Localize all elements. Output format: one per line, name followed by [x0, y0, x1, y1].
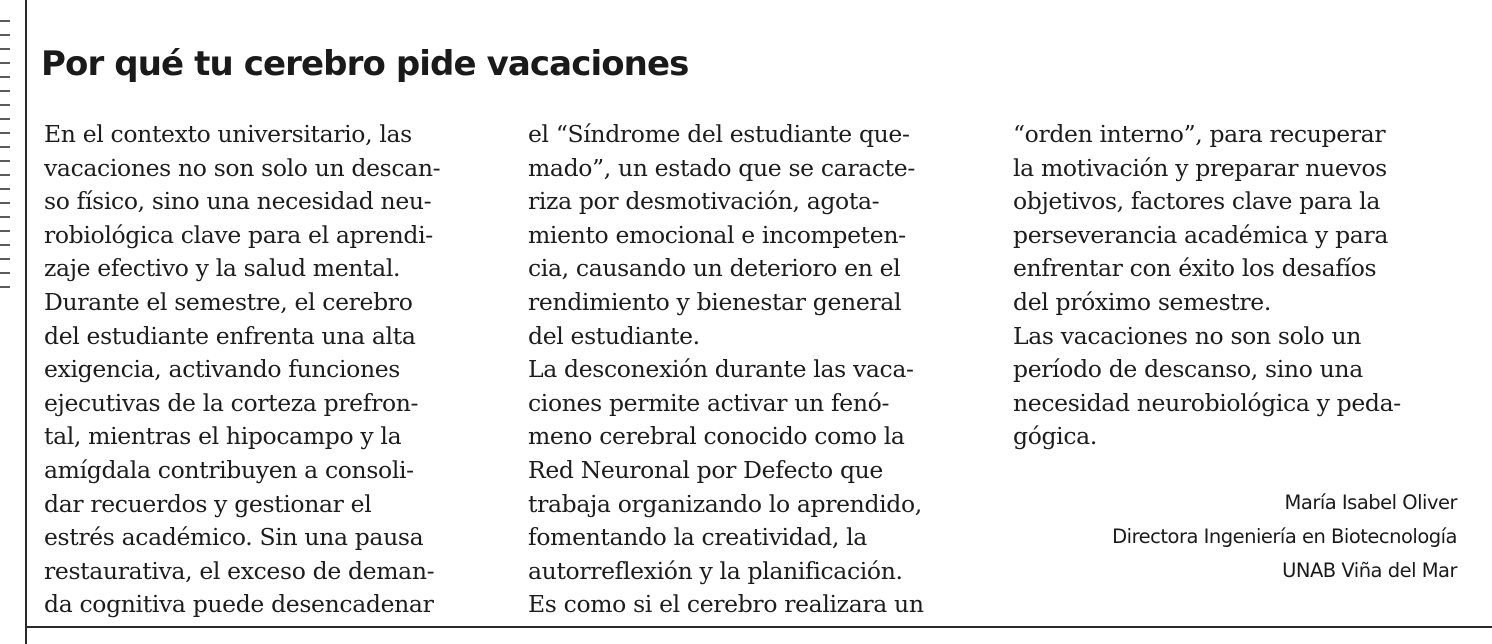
- author-name: María Isabel Oliver: [1284, 491, 1457, 514]
- article-headline: Por qué tu cerebro pide vacaciones: [41, 44, 689, 84]
- text-line: riza por desmotivación, agota-: [528, 187, 880, 216]
- text-line: Durante el semestre, el cerebro: [44, 287, 413, 316]
- text-line: Red Neuronal por Defecto que: [528, 455, 883, 484]
- text-line: cia, causando un deterioro en el: [528, 254, 901, 283]
- text-line: miento emocional e incompeten-: [528, 220, 906, 249]
- text-line: restaurativa, el exceso de deman-: [44, 556, 435, 585]
- text-line: La desconexión durante las vaca-: [528, 355, 914, 384]
- text-line: tal, mientras el hipocampo y la: [44, 422, 402, 451]
- text-line: Las vacaciones no son solo un: [1013, 321, 1362, 350]
- text-line: ejecutivas de la corteza prefron-: [44, 388, 419, 417]
- text-line: “orden interno”, para recuperar: [1013, 120, 1386, 148]
- text-line: necesidad neurobiológica y peda-: [1013, 388, 1401, 417]
- left-trim-marks: [0, 20, 10, 290]
- text-line: meno cerebral conocido como la: [528, 422, 905, 451]
- text-line: estrés académico. Sin una pausa: [44, 523, 424, 552]
- left-border-rule: [25, 0, 27, 644]
- text-line: del próximo semestre.: [1013, 287, 1271, 316]
- text-line: rendimiento y bienestar general: [528, 287, 902, 316]
- author-role: Directora Ingeniería en Biotecnología: [1112, 525, 1457, 548]
- text-line: la motivación y preparar nuevos: [1013, 153, 1387, 182]
- text-line: zaje efectivo y la salud mental.: [44, 254, 401, 283]
- text-line: del estudiante.: [528, 321, 700, 350]
- text-line: autorreflexión y la planificación.: [528, 556, 903, 585]
- text-line: trabaja organizando lo aprendido,: [528, 489, 922, 518]
- article-column-1: [44, 118, 499, 622]
- text-line: da cognitiva puede desencadenar: [44, 590, 434, 619]
- text-line: Es como si el cerebro realizara un: [528, 590, 924, 619]
- author-signature: [1112, 486, 1457, 588]
- text-line: exigencia, activando funciones: [44, 355, 400, 384]
- text-line: dar recuerdos y gestionar el: [44, 489, 372, 518]
- text-line: mado”, un estado que se caracte-: [528, 153, 915, 182]
- text-line: objetivos, factores clave para la: [1013, 187, 1380, 216]
- text-line: perseverancia académica y para: [1013, 220, 1388, 249]
- author-institution: UNAB Viña del Mar: [1282, 559, 1457, 582]
- text-line: ciones permite activar un fenó-: [528, 388, 890, 417]
- text-line: del estudiante enfrenta una alta: [44, 321, 416, 350]
- text-line: vacaciones no son solo un descan-: [44, 153, 441, 182]
- article-column-2: [528, 118, 983, 622]
- text-line: robiológica clave para el aprendi-: [44, 220, 433, 249]
- text-line: En el contexto universitario, las: [44, 120, 412, 148]
- bottom-border-rule: [25, 626, 1492, 628]
- text-line: el “Síndrome del estudiante que-: [528, 120, 910, 148]
- text-line: período de descanso, sino una: [1013, 355, 1363, 384]
- text-line: enfrentar con éxito los desafíos: [1013, 254, 1377, 283]
- text-line: fomentando la creatividad, la: [528, 523, 867, 552]
- text-line: amígdala contribuyen a consoli-: [44, 455, 414, 484]
- text-line: gógica.: [1013, 422, 1097, 451]
- text-line: so físico, sino una necesidad neu-: [44, 187, 432, 216]
- article-column-3: [1013, 118, 1468, 454]
